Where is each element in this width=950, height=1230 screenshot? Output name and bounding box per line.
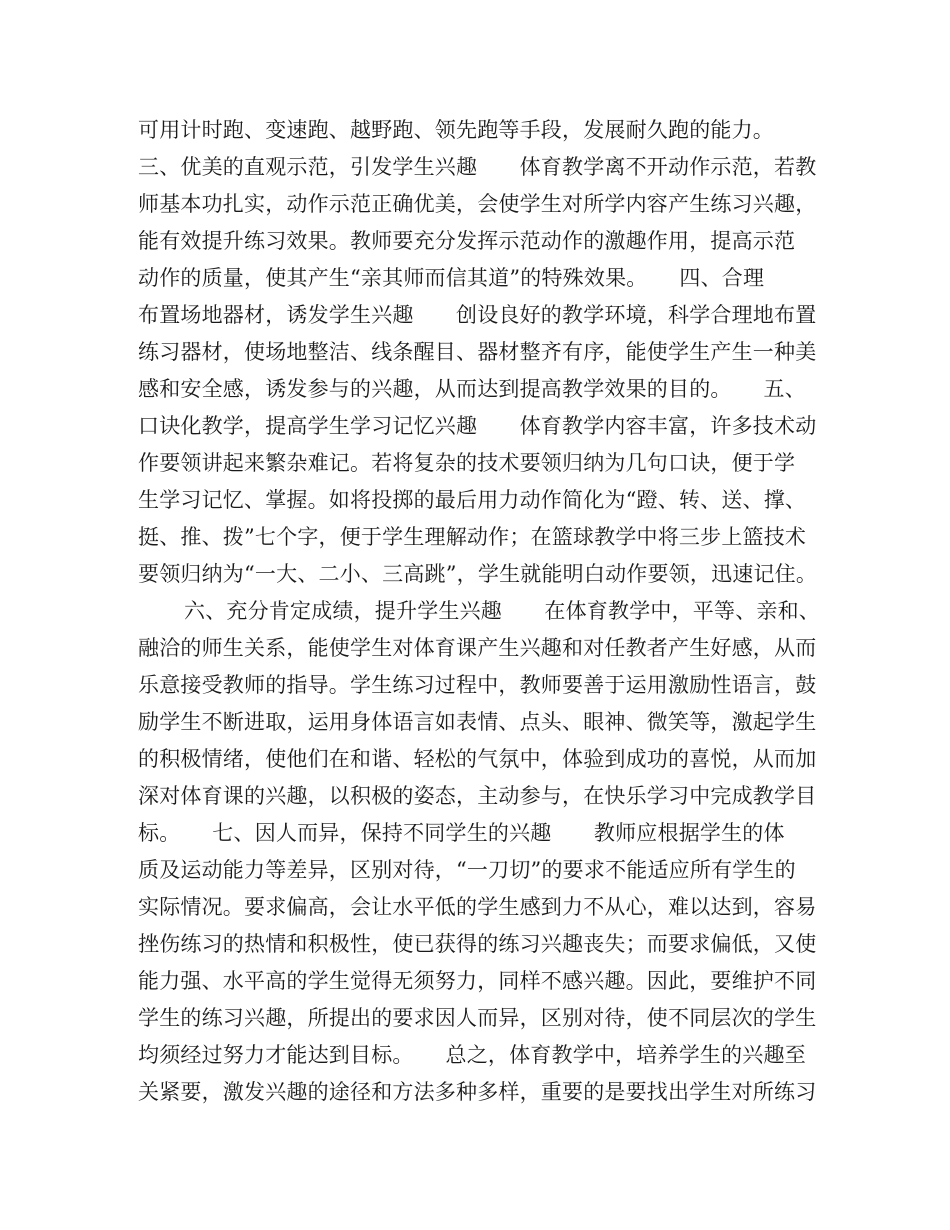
text-line: 要领归纳为“一大、二小、三高跳”，学生就能明白动作要领，迅速记住。 <box>138 562 818 586</box>
text-line: 实际情况。要求偏高，会让水平低的学生感到力不从心，难以达到，容易 <box>138 895 817 919</box>
text-line: 学生的练习兴趣，所提出的要求因人而异，区别对待，使不同层次的学生 <box>138 1006 817 1030</box>
text-line: 口诀化教学，提高学生学习记忆兴趣 体育教学内容丰富，许多技术动 <box>138 414 817 438</box>
body-text <box>138 112 828 1111</box>
text-line: 励学生不断进取，运用身体语言如表情、点头、眼神、微笑等，激起学生 <box>138 710 817 734</box>
paragraph-start-line: 六、充分肯定成绩，提升学生兴趣 在体育教学中，平等、亲和、 <box>184 599 820 623</box>
text-line: 深对体育课的兴趣，以积极的姿态，主动参与，在快乐学习中完成教学目 <box>138 784 817 808</box>
text-line: 可用计时跑、变速跑、越野跑、领先跑等手段，发展耐久跑的能力。 <box>138 118 774 142</box>
text-line: 挺、推、拨”七个字，便于学生理解动作；在篮球教学中将三步上篮技术 <box>138 525 807 549</box>
text-line: 挫伤练习的热情和积极性，使已获得的练习兴趣丧失；而要求偏低，又使 <box>138 932 817 956</box>
text-line: 练习器材，使场地整洁、线条醒目、器材整齐有序，能使学生产生一种美 <box>138 340 817 364</box>
text-line: 质及运动能力等差异，区别对待，“一刀切”的要求不能适应所有学生的 <box>138 858 796 882</box>
text-line: 关紧要，激发兴趣的途径和方法多种多样，重要的是要找出学生对所练习 <box>138 1080 817 1104</box>
text-line: 作要领讲起来繁杂难记。若将复杂的技术要领归纳为几句口诀，便于学 <box>138 451 796 475</box>
text-line: 三、优美的直观示范，引发学生兴趣 体育教学离不开动作示范，若教 <box>138 155 817 179</box>
text-line: 师基本功扎实，动作示范正确优美，会使学生对所学内容产生练习兴趣， <box>138 192 817 216</box>
text-line: 能有效提升练习效果。教师要充分发挥示范动作的激趣作用，提高示范 <box>138 229 796 253</box>
text-line: 生学习记忆、掌握。如将投掷的最后用力动作简化为“蹬、转、送、撑、 <box>138 488 807 512</box>
text-line: 动作的质量，使其产生“亲其师而信其道”的特殊效果。 四、合理 <box>138 266 765 290</box>
text-line: 融洽的师生关系，能使学生对体育课产生兴趣和对任教者产生好感，从而 <box>138 636 817 660</box>
text-line: 感和安全感，诱发参与的兴趣，从而达到提高教学效果的目的。 五、 <box>138 377 806 401</box>
text-line: 的积极情绪，使他们在和谐、轻松的气氛中，体验到成功的喜悦，从而加 <box>138 747 817 771</box>
text-line: 标。 七、因人而异，保持不同学生的兴趣 教师应根据学生的体 <box>138 821 785 845</box>
text-line: 布置场地器材，诱发学生兴趣 创设良好的教学环境，科学合理地布置 <box>138 303 817 327</box>
text-line: 均须经过努力才能达到目标。 总之，体育教学中，培养学生的兴趣至 <box>138 1043 806 1067</box>
text-line: 乐意接受教师的指导。学生练习过程中，教师要善于运用激励性语言，鼓 <box>138 673 817 697</box>
text-line: 能力强、水平高的学生觉得无须努力，同样不感兴趣。因此，要维护不同 <box>138 969 817 993</box>
